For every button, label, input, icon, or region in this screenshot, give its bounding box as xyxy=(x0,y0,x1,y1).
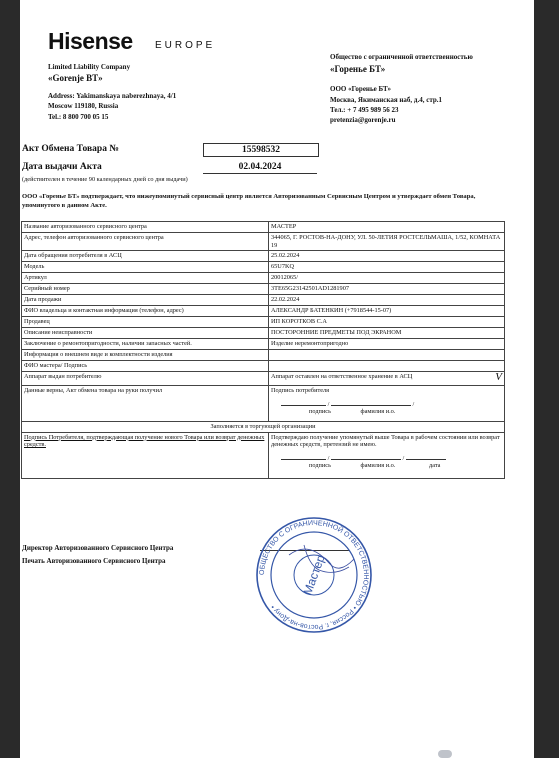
logo-subtitle: EUROPE xyxy=(155,40,216,51)
form-row xyxy=(22,317,505,328)
form-row-value: 22.02.2024 xyxy=(269,295,505,306)
shop-left-cell xyxy=(22,432,269,478)
form-row xyxy=(22,339,505,350)
form-row-value: ИП КОРОТКОВ С.А xyxy=(269,317,505,328)
form-row xyxy=(22,284,505,295)
form-row-value xyxy=(269,350,505,361)
signature-slash: / xyxy=(327,400,330,408)
date-caption: дата xyxy=(429,462,441,469)
form-row xyxy=(22,361,505,372)
kept-cell xyxy=(269,372,505,386)
form-row-label: ФИО владельца и контактная информация (телефон, адрес) xyxy=(22,306,269,317)
document-page xyxy=(20,0,534,758)
act-date-label: Дата выдачи Акта xyxy=(22,162,102,172)
act-date: 02.04.2024 xyxy=(203,161,317,174)
consumer-signature-cell xyxy=(269,386,505,422)
issued-cell xyxy=(22,372,269,386)
exchange-form-table xyxy=(21,221,505,479)
signature-caption: подпись xyxy=(309,462,331,469)
stamp-ring-text: ОБЩЕСТВО С ОГРАНИЧЕННОЙ ОТВЕТСТВЕННОСТЬЮ • Россия, г. Ростов-на-Дону • xyxy=(258,519,370,631)
form-row xyxy=(22,233,505,251)
form-row xyxy=(22,295,505,306)
scrollbar-thumb[interactable] xyxy=(438,750,452,758)
shop-left-text: Подпись Потребителя, подтверждающая получение нового Товара или возврат денежных средств. xyxy=(24,433,265,448)
act-number: 15598532 xyxy=(203,143,319,157)
ru-email: pretenzia@gorenje.ru xyxy=(330,116,396,124)
form-row-label: Дата обращения потребителя в АСЦ xyxy=(22,251,269,262)
form-row-value: 344065, Г. РОСТОВ-НА-ДОНУ, УЛ. 50-ЛЕТИЯ РОСТСЕЛЬМАША, 1/52, КОМНАТА 19 xyxy=(269,233,505,251)
kept-label: Аппарат оставлен на ответственное хранение в АСЦ xyxy=(271,373,413,380)
form-row-label: ФИО мастера/ Подпись xyxy=(22,361,269,372)
form-row-label: Информация о внешнем виде и комплектности изделия xyxy=(22,350,269,361)
data-ok-cell xyxy=(22,386,269,422)
form-row-value: Изделие неремонтопригодно xyxy=(269,339,505,350)
service-center-stamp xyxy=(254,515,374,635)
form-row-label: Продавец xyxy=(22,317,269,328)
ru-company-type: Общество с ограниченной ответственностью xyxy=(330,53,473,61)
ru-telephone: Тел.: + 7 495 989 56 23 xyxy=(330,106,399,114)
seal-label: Печать Авторизованного Сервисного Центра xyxy=(22,557,166,565)
form-row-value: 25.02.2024 xyxy=(269,251,505,262)
form-row-label: Заключение о ремонтопригодности, наличии запасных частей. xyxy=(22,339,269,350)
shop-right-cell xyxy=(269,432,505,478)
form-row xyxy=(22,350,505,361)
en-company-type: Limited Liability Company xyxy=(48,63,131,71)
form-row xyxy=(22,222,505,233)
issued-label: Аппарат выдан потребителю xyxy=(24,373,102,380)
act-validity: (действителен в течение 90 календарных дней со дня выдачи) xyxy=(22,176,188,183)
form-row-value: 20012065/ xyxy=(269,273,505,284)
form-row xyxy=(22,262,505,273)
shop-header: Заполняется в торгующей организации xyxy=(210,423,316,430)
name-caption: фамилия и.о. xyxy=(360,462,396,469)
form-row-value: АЛЕКСАНДР БАТЕНКИН (+7918544-15-07) xyxy=(269,306,505,317)
signature-caption: подпись xyxy=(309,408,331,415)
en-address-1: Address: Yakimanskaya naberezhnaya, 4/1 xyxy=(48,92,177,100)
shop-right-text: Подтверждаю получение упомянутый выше Товара в рабочем состоянии или возврат денежных средств, претензий не имею. xyxy=(271,433,500,448)
act-statement: ООО «Горенье БТ» подтверждает, что нижеупомянутый сервисный центр является Авторизованным Сервисным Центром и утверждает обмен Товара, упомянутого в данном Акте. xyxy=(22,193,476,209)
form-row-label: Артикул xyxy=(22,273,269,284)
ru-address-2: Москва, Якиманская наб, д.4, стр.1 xyxy=(330,96,442,104)
kept-check-mark: V xyxy=(495,371,502,383)
form-row-label: Дата продажи xyxy=(22,295,269,306)
director-label: Директор Авторизованного Сервисного Центра xyxy=(22,544,174,552)
form-row-value xyxy=(269,361,505,372)
form-row-label: Название авторизованного сервисного центра xyxy=(22,222,269,233)
name-caption: фамилия и.о. xyxy=(360,408,396,415)
form-row-value: 65U7KQ xyxy=(269,262,505,273)
signature-slash: / xyxy=(402,454,405,462)
en-address-2: Moscow 119180, Russia xyxy=(48,102,119,110)
form-row-value: 3TE65G23142501AD1281907 xyxy=(269,284,505,295)
form-row xyxy=(22,251,505,262)
consumer-signature-label: Подпись потребителя xyxy=(271,387,330,394)
signature-slash: / xyxy=(412,400,415,408)
form-row-label: Адрес, телефон авторизованного сервисного центра xyxy=(22,233,269,251)
form-row-value: ПОСТОРОННИЕ ПРЕДМЕТЫ ПОД ЭКРАНОМ xyxy=(269,328,505,339)
act-title-label: Акт Обмена Товара № xyxy=(22,144,119,154)
form-row xyxy=(22,273,505,284)
shop-header-cell xyxy=(22,422,505,433)
form-row-label: Серийный номер xyxy=(22,284,269,295)
ru-address-1: ООО «Горенье БТ» xyxy=(330,85,392,93)
data-ok-label: Данные верны, Акт обмена товара на руки получил xyxy=(24,387,163,394)
signature-slash: / xyxy=(327,454,330,462)
stamp-center-text: Мастер xyxy=(300,553,328,597)
en-company-name: «Gorenje BT» xyxy=(48,73,103,83)
form-row-value: МАСТЕР xyxy=(269,222,505,233)
ru-company-name: «Горенье БТ» xyxy=(330,64,386,74)
form-row xyxy=(22,306,505,317)
form-row-label: Описание неисправности xyxy=(22,328,269,339)
form-row-label: Модель xyxy=(22,262,269,273)
hisense-logo: Hisense xyxy=(48,28,133,54)
en-telephone: Tel.: 8 800 700 05 15 xyxy=(48,113,109,121)
form-row xyxy=(22,328,505,339)
